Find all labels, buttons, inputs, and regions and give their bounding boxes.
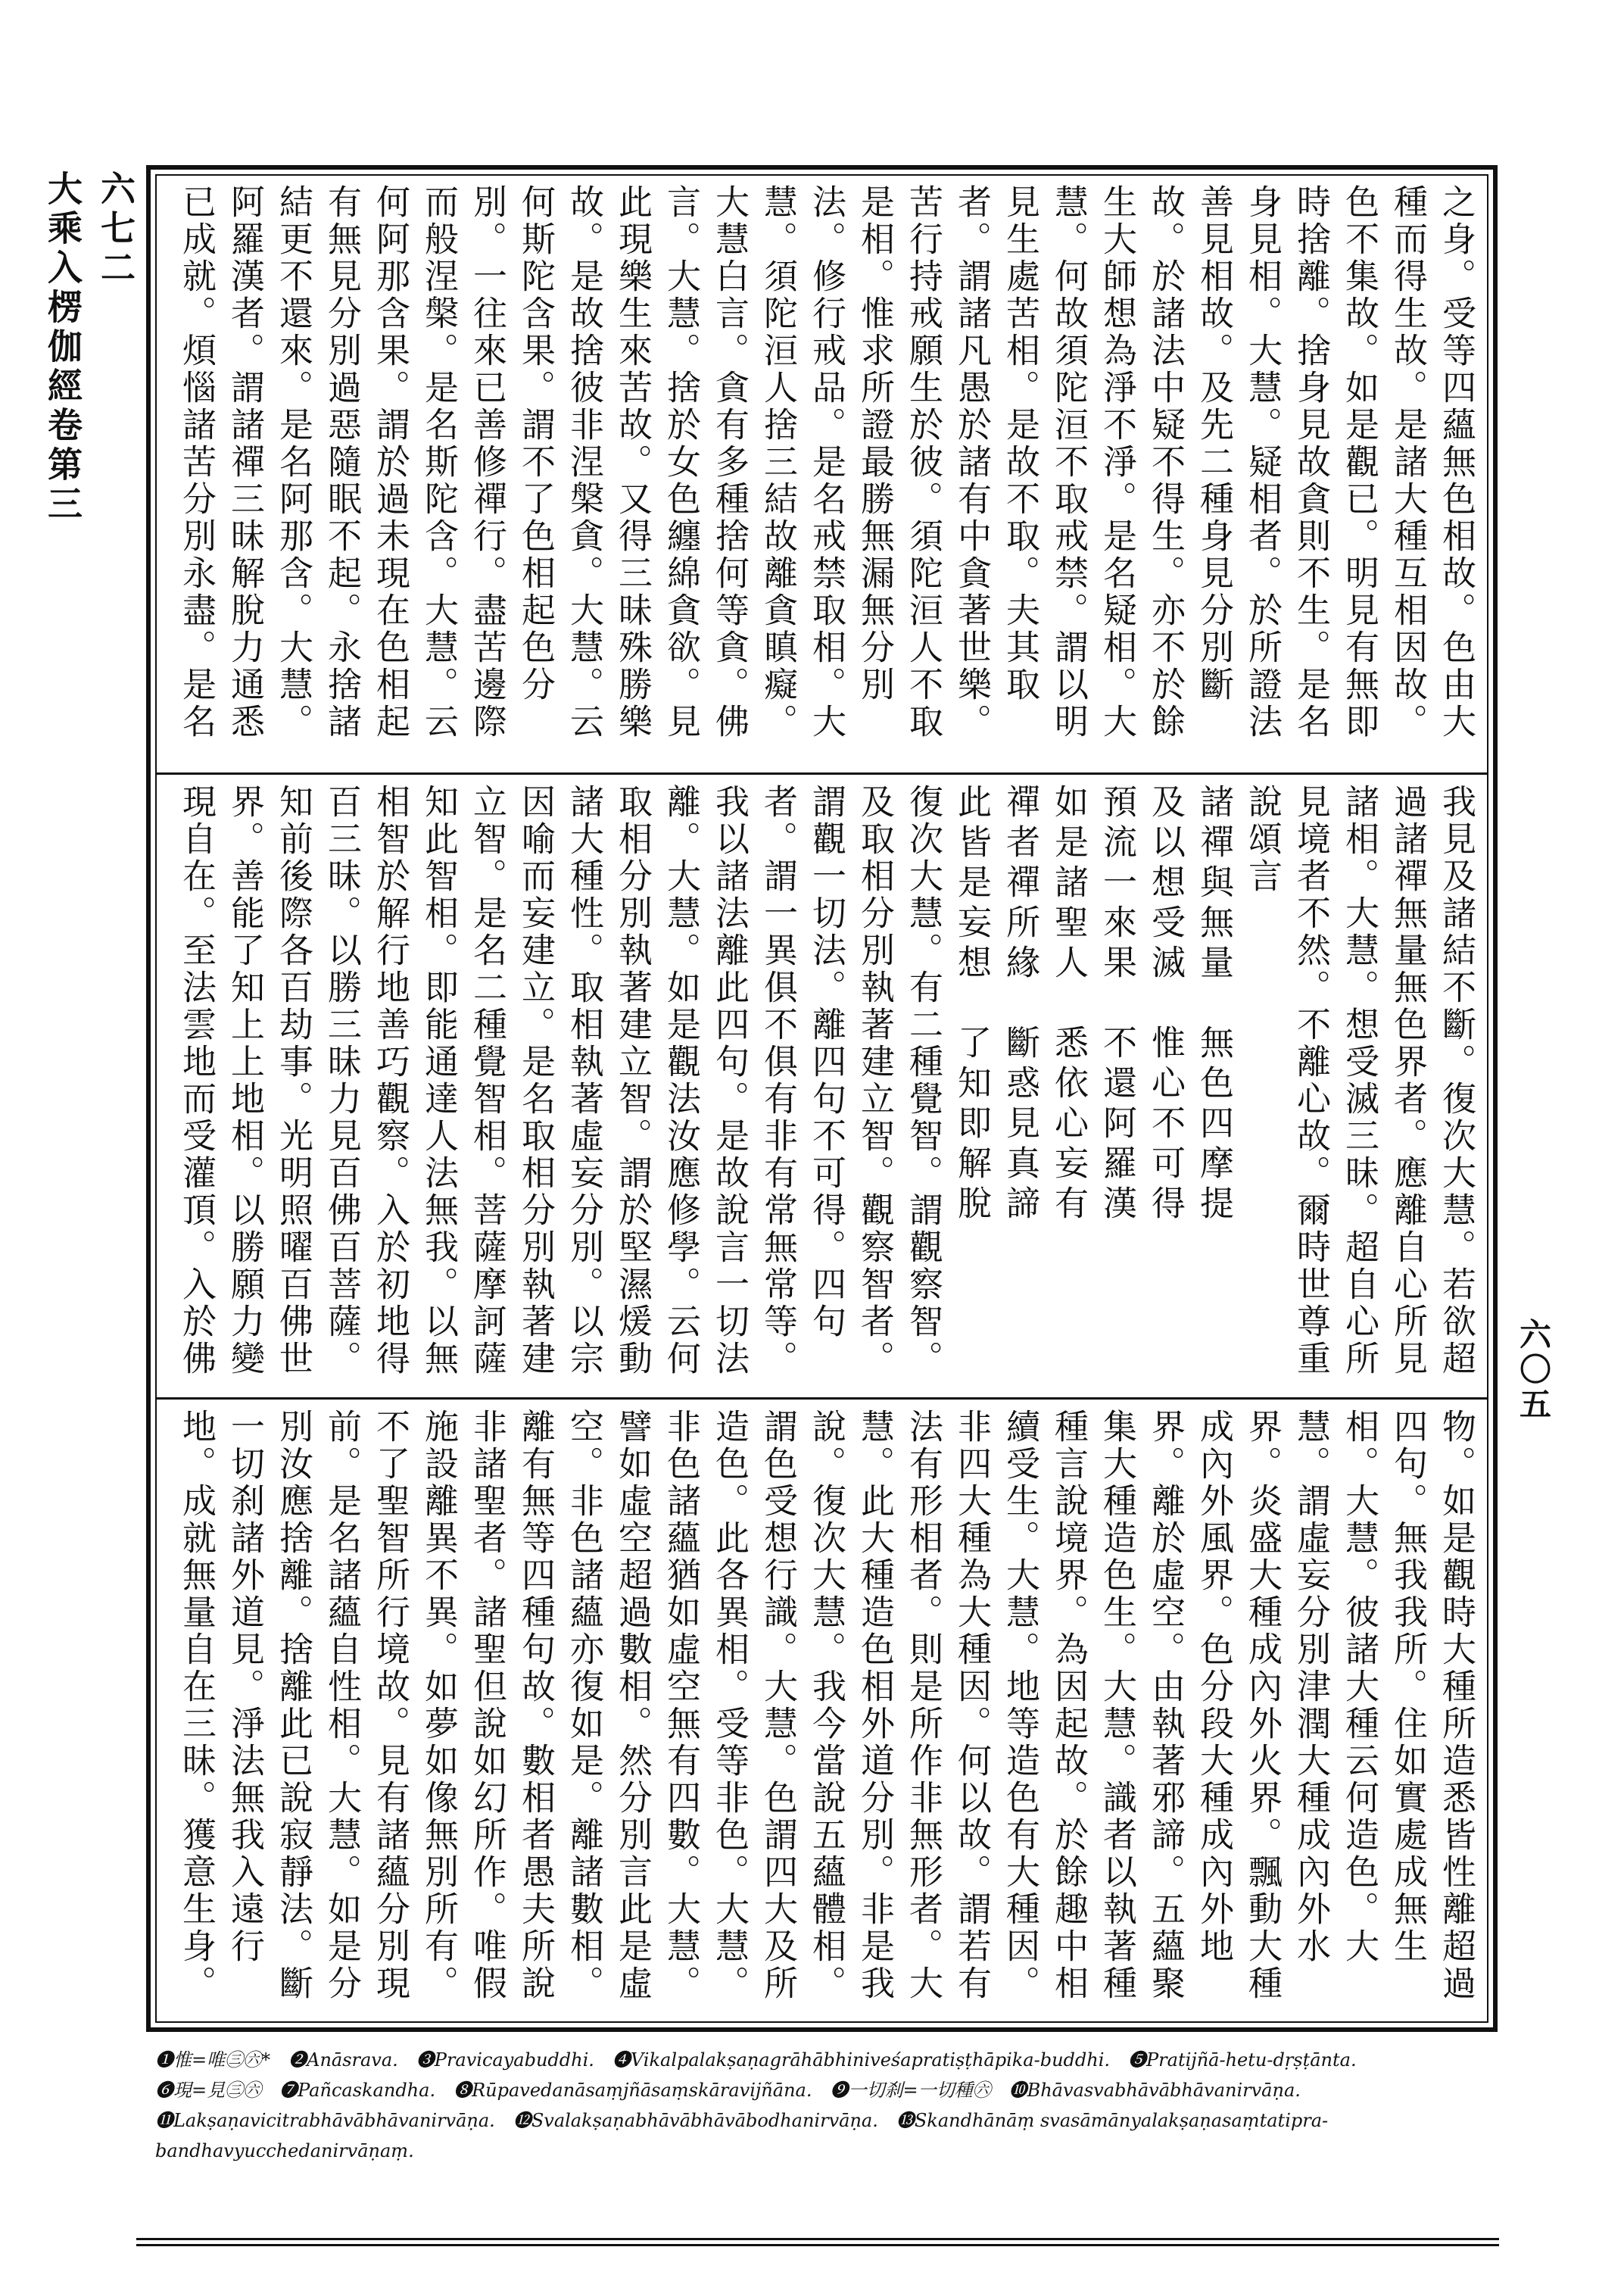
running-title: 大乘入楞伽經卷第三 — [42, 170, 83, 525]
text-section-top — [170, 184, 1480, 760]
page-number: 六七二 — [95, 170, 136, 289]
bottom-rule — [136, 2244, 1499, 2246]
footnote-line: ❻現=見㊂㊅ ❼Pañcaskandha. ❽Rūpavedanāsaṃjñāsaṃskāravijñāna. ❾一切刹=一切種㊅ ❿Bhāvasvabhāvābhāvanirvāṇa. — [155, 2080, 1301, 2101]
paragraph: 物。如是觀時大種所造悉皆性離超過四句。無我我所。住如實處成無生相。大慧。彼諸大種云何造色。大慧。謂虛妄分別津潤大種成內外水界。炎盛大種成內外火界。飄動大種成內外風界。色分段大種成內外地界。離於虛空。由執著邪諦。五蘊聚集大種造色生。大慧。識者以執著種種言說境界。為因起故。於餘趣中相續受生。大慧。地等造色有大種因。非四大種為大種因。何以故。謂若有法有形相者。則是所作非無形者。大慧。此大種造色相外道分別。非是我說。復次大慧。我今當說五蘊體相。謂色受想行識。大慧。色謂四大及所造色。此各異相。受等非色。大慧。非色諸蘊猶如虛空無有四數。大慧。譬如虛空超過數相。然分別言此是虛空。非色諸蘊亦復如是。離諸數相。離有無等四種句故。數相者愚夫所說非諸聖者。諸聖但說如幻所作。唯假施設離異不異。如夢如像無別所有。不了聖智所行境故。見有諸蘊分別現前。是名諸蘊自性相。大慧。如是分別汝應捨離。捨離此已說寂靜法。斷一切刹諸外道見。淨法無我入遠行地。成就無量自在三昧。獲意生身。 — [176, 1409, 1476, 2002]
text-section-middle — [170, 784, 1480, 1386]
paragraph: 我見及諸結不斷。復次大慧。若欲超過諸禪無量無色界者。應離自心所見諸相。大慧。想受滅三昧。超自心所見境者不然。不離心故。爾時世尊重說頌言 — [1242, 784, 1476, 1378]
text-section-bottom — [170, 1409, 1480, 2018]
verse-line: 及以想受滅 惟心不可得 — [1146, 784, 1186, 1225]
paragraph: 復次大慧。有二種覺智。謂觀察智。及取相分別執著建立智。觀察智者。謂觀一切法。離四句不可得。四句者。謂一異俱不俱有非有常無常等。我以諸法離此四句。是故說言一切法離。大慧。如是觀法汝應修學。云何取相分別執著建立智。謂於堅濕煖動諸大種性。取相執著虛妄分別。以宗因喻而妄建立。是名取相分別執著建立智。是名二種覺智相。菩薩摩訶薩知此智相。即能通達人法無我。以無相智於解行地善巧觀察。入於初地得百三昧。以勝三昧力見百佛百菩薩。知前後際各百劫事。光明照曜百佛世界。善能了知上上地相。以勝願力變現自在。至法雲地而受灌頂。入於佛 — [176, 784, 943, 1378]
footnote-line: bandhavyucchedanirvāṇaṃ. — [155, 2140, 414, 2161]
verse-line: 諸禪與無量 無色四摩提 — [1194, 784, 1234, 1225]
footnote-line: ❶惟=唯㊂㊅* ❷Anāsrava. ❸Pravicayabuddhi. ❹Vikalpalakṣaṇagrāhābhiniveśapratiṣṭhāpika-buddhi. ❺Pratijñā-hetu-dṛṣṭānta. — [155, 2049, 1357, 2071]
verse-line: 如是諸聖人 悉依心妄有 — [1049, 784, 1089, 1225]
footnote-line: ⓫Lakṣaṇavicitrabhāvābhāvanirvāṇa. ⓬Svalakṣaṇabhāvābhāvābodhanirvāṇa. ⓭Skandhānāṃ svasāmānyalakṣaṇasaṃtatipra- — [155, 2110, 1329, 2131]
bottom-rule — [136, 2238, 1499, 2240]
section-divider-1 — [155, 772, 1488, 775]
section-divider-2 — [155, 1397, 1488, 1400]
running-head — [42, 170, 142, 525]
verse-line: 此皆是妄想 了知即解脫 — [952, 784, 992, 1225]
verse-line: 預流一來果 不還阿羅漢 — [1097, 784, 1137, 1225]
verse-line: 禪者禪所緣 斷惑見真諦 — [1000, 784, 1040, 1225]
paragraph: 之身。受等四蘊無色相故。色由大種而得生故。是諸大種互相因故。色不集故。如是觀已。明見有無即時捨離。捨身見故貪則不生。是名身見相。大慧。疑相者。於所證法善見相故。及先二種身見分別斷故。於諸法中疑不得生。亦不於餘生大師想為淨不淨。是名疑相。大慧。何故須陀洹不取戒禁。謂以明見生處苦相。是故不取。夫其取者。謂諸凡愚於諸有中貪著世樂。苦行持戒願生於彼。須陀洹人不取是相。惟求所證最勝無漏無分別法。修行戒品。是名戒禁取相。大慧。須陀洹人捨三結故離貪瞋癡。大慧白言。貪有多種捨何等貪。佛言。大慧。捨於女色纏綿貪欲。見此現樂生來苦故。又得三昧殊勝樂故。是故捨彼非涅槃貪。大慧。云何斯陀含果。謂不了色相起色分別。一往來已善修禪行。盡苦邊際而般涅槃。是名斯陀含。大慧。云何阿那含果。謂於過未現在色相起有無見分別過惡隨眠不起。永捨諸結更不還來。是名阿那含。大慧。阿羅漢者。謂諸禪三昧解脫力通悉已成就。煩惱諸苦分別永盡。是名 — [176, 184, 1476, 741]
footnotes — [155, 2045, 1488, 2166]
margin-number: 六〇五 — [1515, 1318, 1552, 1422]
